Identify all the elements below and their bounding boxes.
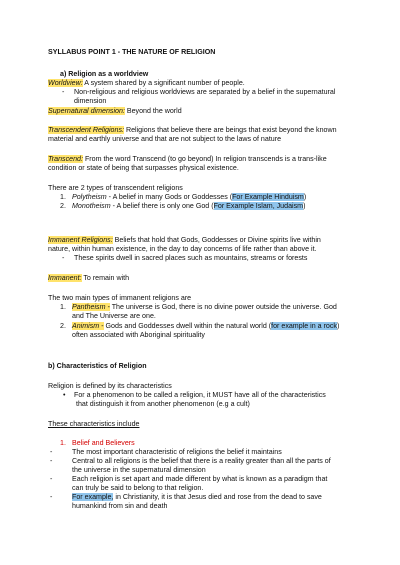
worldview-line xyxy=(48,79,245,87)
supernatural-term: Supernatural dimension: xyxy=(48,107,125,115)
transcend-line-2: condition or state of being that surpasses physical existence. xyxy=(48,164,239,172)
belief-point-3: Each religion is set apart and made different by what is known as a paradigm that xyxy=(72,475,328,483)
monotheism-item xyxy=(72,202,305,210)
transcend-definition: From the word Transcend (to go beyond) In religion transcends is a trans-like xyxy=(82,155,327,163)
belief-point-4 xyxy=(72,493,322,501)
immanent-religions-line-2: nature, within human existence, in the day to day concerns of life rather than above it. xyxy=(48,245,317,253)
pantheism-item-cont: and The Universe are one. xyxy=(72,312,156,320)
worldview-bullet: Non-religious and religious worldviews are separated by a belief in the supernatural xyxy=(74,88,336,96)
animism-item xyxy=(72,322,339,330)
transcendent-line-2: material and earthly universe and that are not subject to the laws of nature xyxy=(48,135,282,143)
transcendent-definition: Religions that believe there are beings that exist beyond the known xyxy=(123,126,337,134)
list-number: 1. xyxy=(60,193,66,201)
dash-marker: - xyxy=(50,457,53,465)
characteristics-include: These characteristics include xyxy=(48,420,140,428)
monotheism-term: Monotheism xyxy=(72,202,111,210)
paren-close: ) xyxy=(303,202,306,210)
list-number: 1. xyxy=(60,439,66,447)
immanent-term: Immanent: xyxy=(48,274,82,282)
paren-close: ) xyxy=(303,193,307,201)
defined-line: Religion is defined by its characteristics xyxy=(48,382,172,390)
immanent-religions-definition: Beliefs that hold that Gods, Goddesses or Divine spirits live within xyxy=(112,236,321,244)
for-example-highlight: For example, xyxy=(72,493,114,501)
belief-point-1: The most important characteristic of religions the belief it maintains xyxy=(72,448,282,456)
animism-item-cont: often associated with Aboriginal spirituality xyxy=(72,331,205,339)
pantheism-term: Pantheism - xyxy=(72,303,110,311)
section-b-heading: b) Characteristics of Religion xyxy=(48,362,147,370)
immanent-religions-bullet: These spirits dwell in sacred places such as mountains, streams or forests xyxy=(74,254,308,262)
animism-definition: Gods and Goddesses dwell within the natural world ( xyxy=(103,322,272,330)
pantheism-item xyxy=(72,303,337,311)
belief-point-4-cont: humankind from sin and death xyxy=(72,502,168,510)
dash-marker: - xyxy=(50,493,53,501)
belief-believers-title: Belief and Believers xyxy=(72,439,135,447)
immanent-religions-term: Immanent Religions: xyxy=(48,236,113,244)
page-title: SYLLABUS POINT 1 - THE NATURE OF RELIGION xyxy=(48,48,216,56)
transcendent-line xyxy=(48,126,337,134)
animism-example: for example in a rock xyxy=(271,322,337,330)
transcendent-term: Transcendent Religions: xyxy=(48,126,124,134)
polytheism-item xyxy=(72,193,306,201)
immanent-religions-line xyxy=(48,236,321,244)
two-types-line: There are 2 types of transcendent religions xyxy=(48,184,183,192)
worldview-bullet-cont: dimension xyxy=(74,97,107,105)
polytheism-term: Polytheism xyxy=(72,193,107,201)
worldview-definition: A system shared by a significant number of people. xyxy=(82,79,245,87)
list-number: 1. xyxy=(60,303,66,311)
section-a-heading: a) Religion as a worldview xyxy=(60,70,149,78)
monotheism-definition: - A belief there is only one God ( xyxy=(110,202,214,210)
supernatural-line xyxy=(48,107,182,115)
dash-marker: - xyxy=(50,475,53,483)
phenomenon-bullet-cont: that distinguish it from another phenomenon (e.g a cult) xyxy=(76,400,250,408)
polytheism-example: For Example Hinduism xyxy=(232,193,304,201)
bullet-marker: • xyxy=(63,391,66,399)
immanent-definition: To remain with xyxy=(81,274,130,282)
transcend-term: Transcend: xyxy=(48,155,83,163)
belief-point-2: Central to all religions is the belief that there is a reality greater than all the parts of xyxy=(72,457,331,465)
paren-close: ) xyxy=(336,322,340,330)
two-main-types-line: The two main types of immanent religions are xyxy=(48,294,192,302)
phenomenon-bullet: For a phenomenon to be called a religion, it MUST have all of the characteristics xyxy=(74,391,326,399)
belief-point-2-cont: the universe in the supernatural dimension xyxy=(72,466,206,474)
animism-term: Animism - xyxy=(72,322,104,330)
immanent-line xyxy=(48,274,129,282)
dash-marker: - xyxy=(62,88,65,96)
pantheism-definition: The universe is God, there is no divine power outside the universe. God xyxy=(109,303,337,311)
dash-marker: - xyxy=(50,448,53,456)
supernatural-definition: Beyond the world xyxy=(124,107,182,115)
worldview-term: Worldview: xyxy=(48,79,83,87)
transcend-line xyxy=(48,155,327,163)
list-number: 2. xyxy=(60,322,66,330)
belief-point-4-text: in Christianity, it is that Jesus died and rose from the dead to save xyxy=(113,493,322,501)
dash-marker: - xyxy=(62,254,65,262)
polytheism-definition: - A belief in many Gods or Goddesses ( xyxy=(106,193,233,201)
list-number: 2. xyxy=(60,202,66,210)
belief-point-3-cont: can truly be said to belong to that religion. xyxy=(72,484,204,492)
monotheism-example: For Example Islam, Judaism xyxy=(213,202,304,210)
